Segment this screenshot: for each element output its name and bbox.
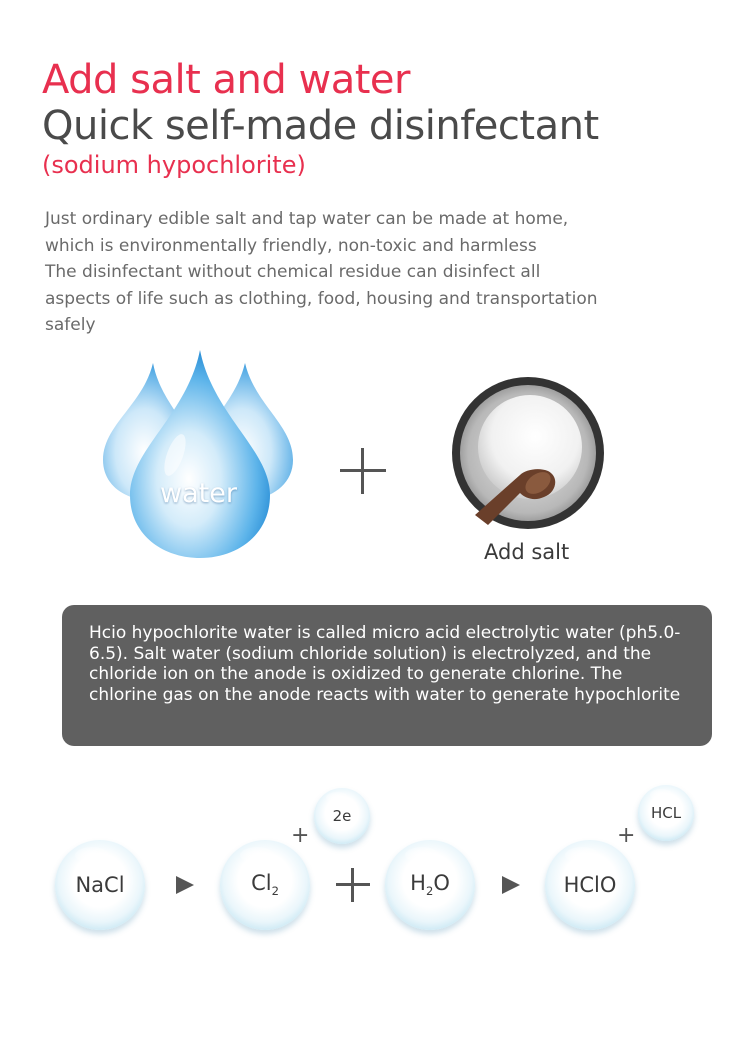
info-text: Hcio hypochlorite water is called micro acid electrolytic water (ph5.0-6.5). Salt water (sodium chloride solution) is electrolyzed, and the chloride ion on the anode is oxidized to generate chlorine. The chlorine gas on the anode reacts with water to generate hypochlorite — [89, 623, 681, 705]
description — [45, 206, 725, 339]
cl2-bubble — [220, 840, 310, 930]
water-label: water — [160, 478, 237, 509]
description-line: aspects of life such as clothing, food, housing and transportation — [45, 288, 598, 309]
hclo-label: HClO — [563, 873, 617, 897]
h-text: H — [410, 871, 426, 896]
description-line: The disinfectant without chemical residue can disinfect all — [45, 262, 541, 282]
electron-bubble — [314, 788, 370, 844]
hcl-label: HCL — [650, 804, 682, 822]
title-line-1: Add salt and water — [42, 57, 410, 103]
plus-sign — [336, 868, 370, 902]
cl-subscript: 2 — [271, 884, 279, 899]
nacl-bubble — [55, 840, 145, 930]
description-line: safely — [45, 315, 96, 335]
description-line: Just ordinary edible salt and tap water can be made at home, — [45, 209, 569, 229]
subtitle: (sodium hypochlorite) — [42, 151, 306, 179]
cl-text: Cl — [251, 871, 272, 896]
water-bubble — [385, 840, 475, 930]
water-drops-icon — [95, 345, 305, 563]
h2o-label — [410, 871, 450, 898]
title-line-2: Quick self-made disinfectant — [42, 103, 599, 149]
electron-label: 2e — [332, 807, 352, 825]
description-line: which is environmentally friendly, non-toxic and harmless — [45, 235, 537, 256]
small-plus-sign: + — [291, 823, 310, 848]
o-text: O — [433, 871, 450, 896]
cl2-label — [251, 871, 279, 898]
salt-caption: Add salt — [484, 540, 570, 564]
salt-bowl-icon — [450, 375, 606, 531]
arrow-icon — [176, 876, 194, 894]
arrow-icon — [502, 876, 520, 894]
hclo-bubble — [545, 840, 635, 930]
plus-sign — [340, 448, 386, 494]
info-box — [62, 605, 712, 746]
nacl-label: NaCl — [75, 873, 125, 897]
h-subscript: 2 — [425, 884, 434, 899]
hcl-bubble — [638, 785, 694, 841]
small-plus-sign: + — [617, 823, 636, 848]
